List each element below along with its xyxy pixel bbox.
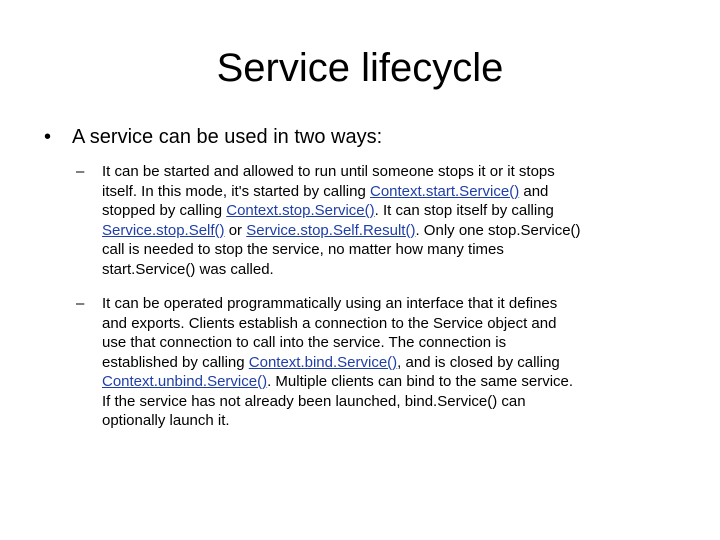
text-segment: , and is closed by calling <box>397 353 560 371</box>
text-segment: If the service has not already been launched, bind.Service() can <box>102 392 526 410</box>
text-segment: It can be operated programmatically using an interface that it defines <box>102 295 558 312</box>
text-line <box>102 240 682 260</box>
text-line <box>102 294 682 314</box>
text-segment: established by calling <box>102 353 249 371</box>
text-line <box>102 221 682 241</box>
text-line <box>102 372 682 392</box>
bullet-text: A service can be used in two ways: <box>72 126 383 148</box>
sub-bullet-body <box>102 162 682 279</box>
api-link[interactable]: Service.stop.Self() <box>102 221 225 239</box>
api-link[interactable]: Context.bind.Service() <box>248 353 398 371</box>
text-segment: and exports. Clients establish a connection to the Service object and <box>102 314 557 332</box>
api-link[interactable]: Service.stop.Self.Result() <box>246 221 416 239</box>
dash-marker: – <box>76 163 85 180</box>
text-segment: or <box>224 221 247 239</box>
text-segment: . Multiple clients can bind to the same service. <box>267 373 574 390</box>
dash-marker: – <box>76 295 85 312</box>
text-segment: . Only one stop.Service() <box>415 221 581 239</box>
api-link[interactable]: Context.unbind.Service() <box>102 373 268 390</box>
text-line <box>102 182 682 202</box>
api-link[interactable]: Context.stop.Service() <box>226 202 375 219</box>
text-segment: itself. In this mode, it's started by calling <box>102 182 370 200</box>
text-line <box>102 260 682 280</box>
text-line <box>102 201 682 221</box>
text-segment: call is needed to stop the service, no matter how many times <box>102 241 504 258</box>
text-line <box>102 353 682 373</box>
text-segment: . It can stop itself by calling <box>374 202 554 219</box>
text-line <box>102 333 682 353</box>
text-line <box>102 392 682 412</box>
text-segment: optionally launch it. <box>102 412 230 429</box>
slide-title: Service lifecycle <box>216 46 504 90</box>
text-segment: start.Service() was called. <box>102 260 274 278</box>
text-segment: use that connection to call into the service. The connection is <box>102 334 507 351</box>
text-line <box>102 314 682 334</box>
text-segment: stopped by calling <box>102 202 227 219</box>
api-link[interactable]: Context.start.Service() <box>369 182 520 200</box>
bullet-marker: • <box>44 126 52 148</box>
text-segment: It can be started and allowed to run until someone stops it or it stops <box>102 163 555 180</box>
sub-bullet-body <box>102 294 682 431</box>
text-line <box>102 411 682 431</box>
text-segment: and <box>519 182 549 200</box>
text-line <box>102 162 682 182</box>
